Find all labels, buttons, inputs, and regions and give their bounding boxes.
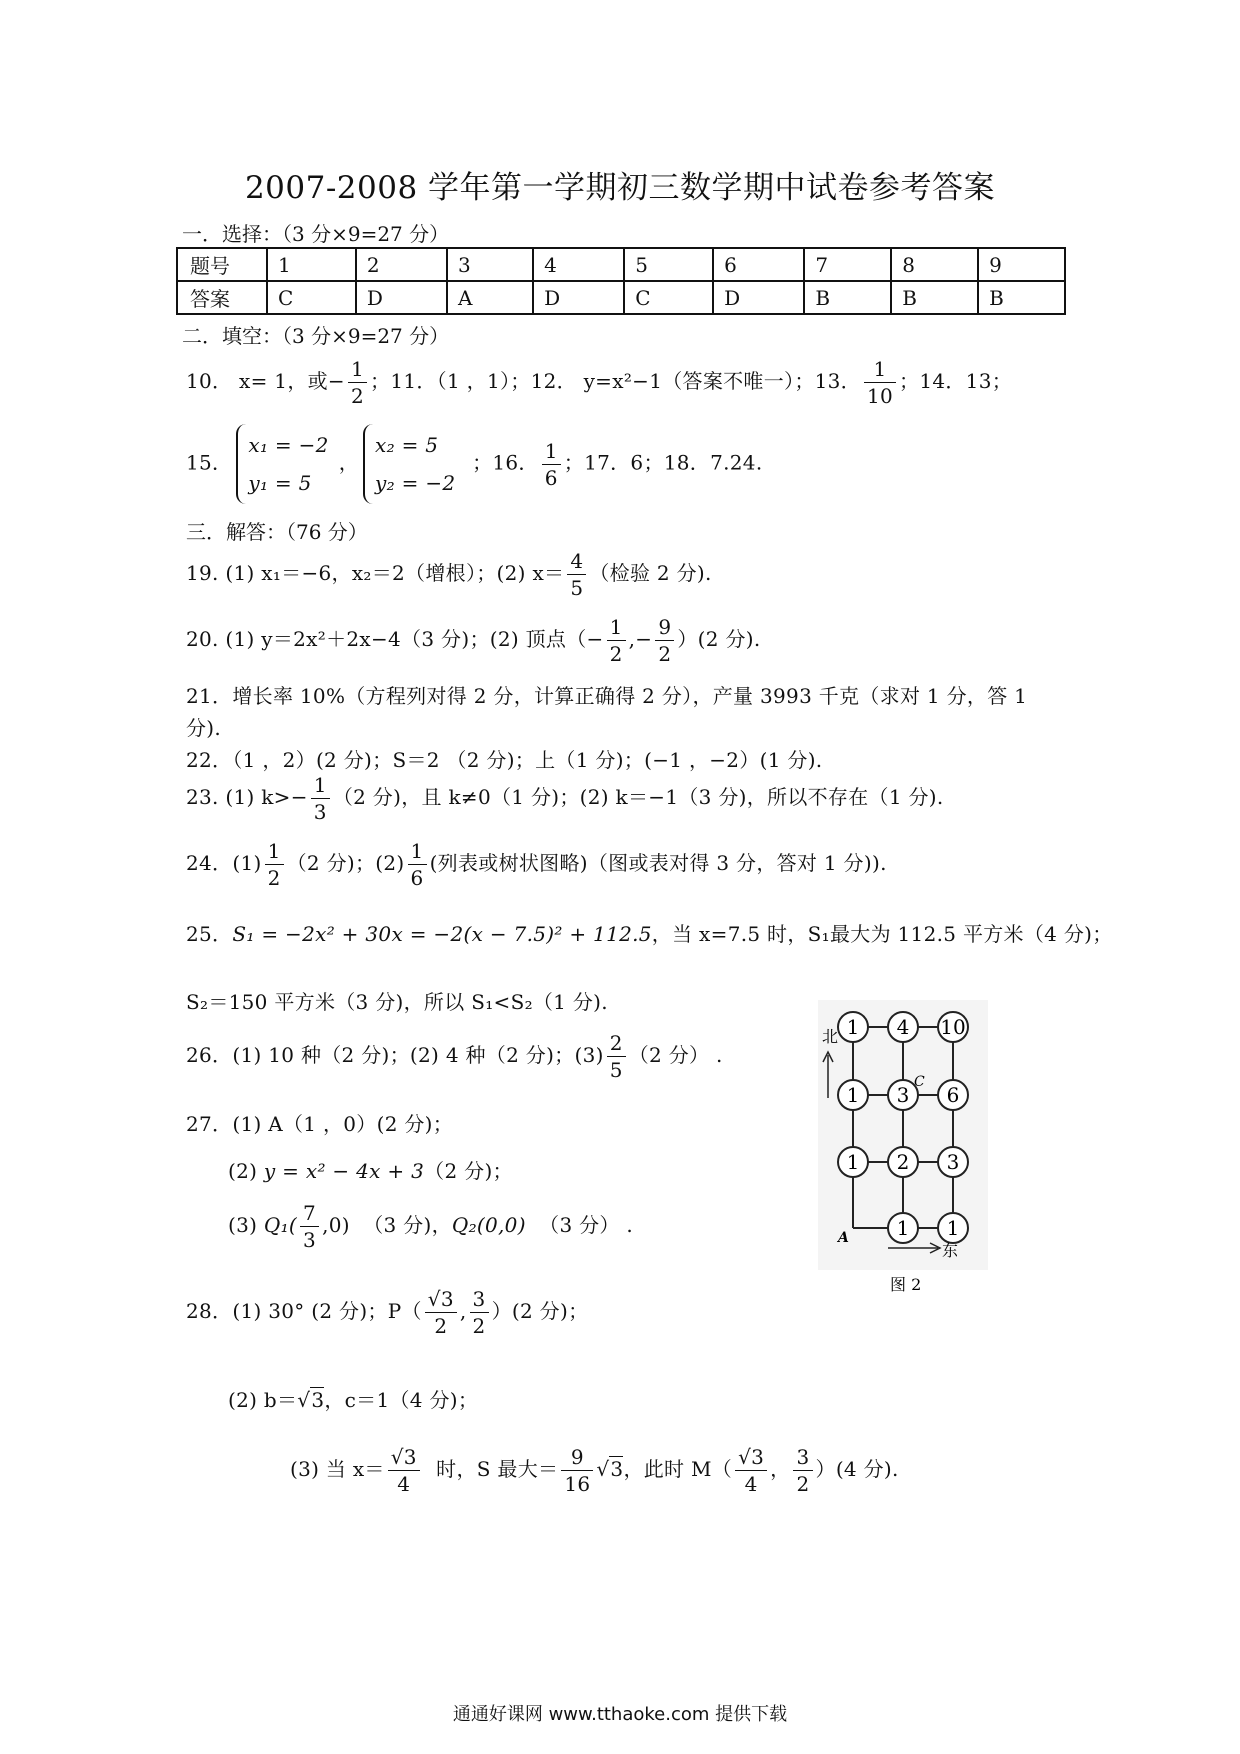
answer-line-q15: 15． x₁ = −2 y₁ = 5 ， x₂ = 5 y₂ = −2 ；16． $\frac{1}{6}$ ；17．6；18．7.24. <box>186 424 762 504</box>
figure-caption: 图 2 <box>890 1275 922 1294</box>
section-solve-heading: 三．解答：（76 分） <box>186 520 368 544</box>
answer-line-q28-2: (2) b＝√3，c＝1（4 分)； <box>228 1388 479 1412</box>
grid-path-diagram <box>818 1000 988 1300</box>
east-label: 东 <box>942 1241 959 1260</box>
fraction: $\frac{√3}{4}$ <box>735 1444 767 1497</box>
answer-line-q21: 21．增长率 10%（方程列对得 2 分，计算正确得 2 分），产量 3993 千克（求对 1 分，答 1 <box>186 684 1028 708</box>
answer-line-q25-cont: S₂＝150 平方米（3 分)，所以 S₁<S₂（1 分). <box>186 990 608 1014</box>
fraction: $\frac{9}{2}$ <box>655 614 674 667</box>
grid-node-value: 10 <box>940 1015 966 1039</box>
answer-line-q28: 28．(1) 30° (2 分)；P（ $\frac{√3}{2}$ , $\frac{3}{2}$ ）(2 分)； <box>186 1287 589 1338</box>
fraction: $\frac{1}{6}$ <box>542 438 561 491</box>
grid-node-value: 3 <box>896 1083 910 1107</box>
fraction: $\frac{2}{5}$ <box>607 1030 626 1083</box>
formula: y = x² − 4x + 3 <box>263 1159 425 1183</box>
answer-line-q27-3: (3) Q₁( $\frac{7}{3}$ ,0) （3 分)，Q₂(0,0) （3 分） . <box>228 1201 634 1252</box>
table-row <box>177 248 1065 281</box>
equation-system: x₂ = 5 y₂ = −2 <box>363 424 461 504</box>
fraction: $\frac{1}{3}$ <box>311 772 330 825</box>
table-cell: 1 <box>267 248 356 281</box>
answer-line-q22: 22．（1 ，2）(2 分)；S＝2 （2 分)；上（1 分)；(−1 ，−2）(1 分). <box>186 748 823 772</box>
answer-text: ；14．13； <box>899 369 1013 393</box>
answer-line-q27: 27．(1) A（1 ，0）(2 分)； <box>186 1112 454 1136</box>
table-cell: C <box>624 281 713 314</box>
answer-line-q10 <box>186 356 1012 409</box>
table-row <box>177 281 1065 314</box>
answer-line-q26: 26．(1) 10 种（2 分)；(2) 4 种（2 分)；(3) $\frac{2}{5}$ （2 分） . <box>186 1031 723 1082</box>
answer-line-q28-3: (3) 当 x＝ $\frac{√3}{4}$ 时，S 最大＝ $\frac{9}{16}$ √3，此时 M（ $\frac{√3}{4}$ ， $\frac{3}{2}$ ）(4 分). <box>290 1445 899 1496</box>
answer-text: ；17．6；18．7.24. <box>563 450 763 475</box>
fraction: $\frac{1}{2}$ <box>607 614 626 667</box>
fraction: $\frac{1}{10}$ <box>864 356 896 409</box>
grid-node-value: 4 <box>896 1015 910 1039</box>
answer-line-q24: 24．(1) $\frac{1}{2}$ （2 分)；(2) $\frac{1}{6}$ (列表或树状图略)（图或表对得 3 分，答对 1 分)). <box>186 839 887 890</box>
answer-text: ；11．（1 ，1）；12． y=x²−1（答案不唯一）；13． <box>370 369 861 393</box>
answer-line-q20: 20. (1) y＝2x²＋2x−4（3 分)；(2) 顶点（− $\frac{1}{2}$ ,− $\frac{9}{2}$ ）(2 分). <box>186 615 761 666</box>
grid-node-value: 1 <box>946 1216 960 1240</box>
table-cell: D <box>356 281 447 314</box>
section-fill-heading: 二．填空：（3 分×9=27 分） <box>182 324 450 348</box>
answer-line-q23: 23. (1) k>− $\frac{1}{3}$ （2 分)，且 k≠0（1 分)；(2) k＝−1（3 分)，所以不存在（1 分). <box>186 773 944 824</box>
fraction: $\frac{4}{5}$ <box>567 548 586 601</box>
grid-node-value: 6 <box>946 1083 960 1107</box>
fraction: $\frac{√3}{2}$ <box>425 1286 457 1339</box>
answer-line-q21-cont: 分). <box>186 716 222 740</box>
grid-node-value: 1 <box>846 1083 860 1107</box>
table-cell: 3 <box>447 248 533 281</box>
answer-text: 15． <box>186 450 233 475</box>
equation-system: x₁ = −2 y₁ = 5 <box>236 424 334 504</box>
table-cell: D <box>713 281 804 314</box>
grid-node-value: 3 <box>946 1150 960 1174</box>
fraction: $\frac{1}{2}$ <box>348 356 367 409</box>
grid-node-value: 2 <box>896 1150 910 1174</box>
table-cell: B <box>978 281 1065 314</box>
answer-line-q27-2: (2) y = x² − 4x + 3（2 分)； <box>228 1159 513 1183</box>
fraction: $\frac{7}{3}$ <box>300 1200 319 1253</box>
table-cell: D <box>533 281 624 314</box>
formula: S₁ = −2x² + 30x = −2(x − 7.5)² + 112.5 <box>232 922 652 946</box>
point-c-label: C <box>914 1074 925 1090</box>
section-choice-heading: 一．选择：（3 分×9=27 分） <box>182 222 450 246</box>
table-cell: 7 <box>804 248 891 281</box>
fraction: $\frac{3}{2}$ <box>470 1286 489 1339</box>
multiple-choice-table <box>176 247 1066 315</box>
table-cell: 4 <box>533 248 624 281</box>
table-cell: 5 <box>624 248 713 281</box>
fraction: $\frac{3}{2}$ <box>793 1444 812 1497</box>
table-cell: B <box>891 281 978 314</box>
table-cell: 2 <box>356 248 447 281</box>
fraction: $\frac{√3}{4}$ <box>388 1444 420 1497</box>
north-label: 北 <box>822 1027 839 1046</box>
table-cell: 6 <box>713 248 804 281</box>
answer-line-q19: 19. (1) x₁＝−6，x₂＝2（增根）；(2) x＝ $\frac{4}{5}$ （检验 2 分). <box>186 549 712 600</box>
answer-line-q25: 25．S₁ = −2x² + 30x = −2(x − 7.5)² + 112.5，当 x=7.5 时，S₁最大为 112.5 平方米（4 分)； <box>186 922 1113 946</box>
fraction: $\frac{1}{6}$ <box>408 838 427 891</box>
fraction: $\frac{9}{16}$ <box>561 1444 593 1497</box>
page-title: 2007-2008 学年第一学期初三数学期中试卷参考答案 <box>244 170 996 206</box>
table-cell: 8 <box>891 248 978 281</box>
fraction: $\frac{1}{2}$ <box>265 838 284 891</box>
grid-node-value: 1 <box>846 1015 860 1039</box>
footer-note: 通通好课网 www.tthaoke.com 提供下载 <box>452 1704 788 1725</box>
table-cell: 9 <box>978 248 1065 281</box>
table-row-label: 答案 <box>177 281 267 314</box>
grid-node-value: 1 <box>896 1216 910 1240</box>
point-a-label: A <box>838 1230 849 1246</box>
table-cell: B <box>804 281 891 314</box>
table-cell: A <box>447 281 533 314</box>
grid-node-value: 1 <box>846 1150 860 1174</box>
table-row-label: 题号 <box>177 248 267 281</box>
answer-text: 10． x= 1，或− <box>186 369 345 393</box>
answer-text: ；16． <box>472 450 539 475</box>
table-cell: C <box>267 281 356 314</box>
